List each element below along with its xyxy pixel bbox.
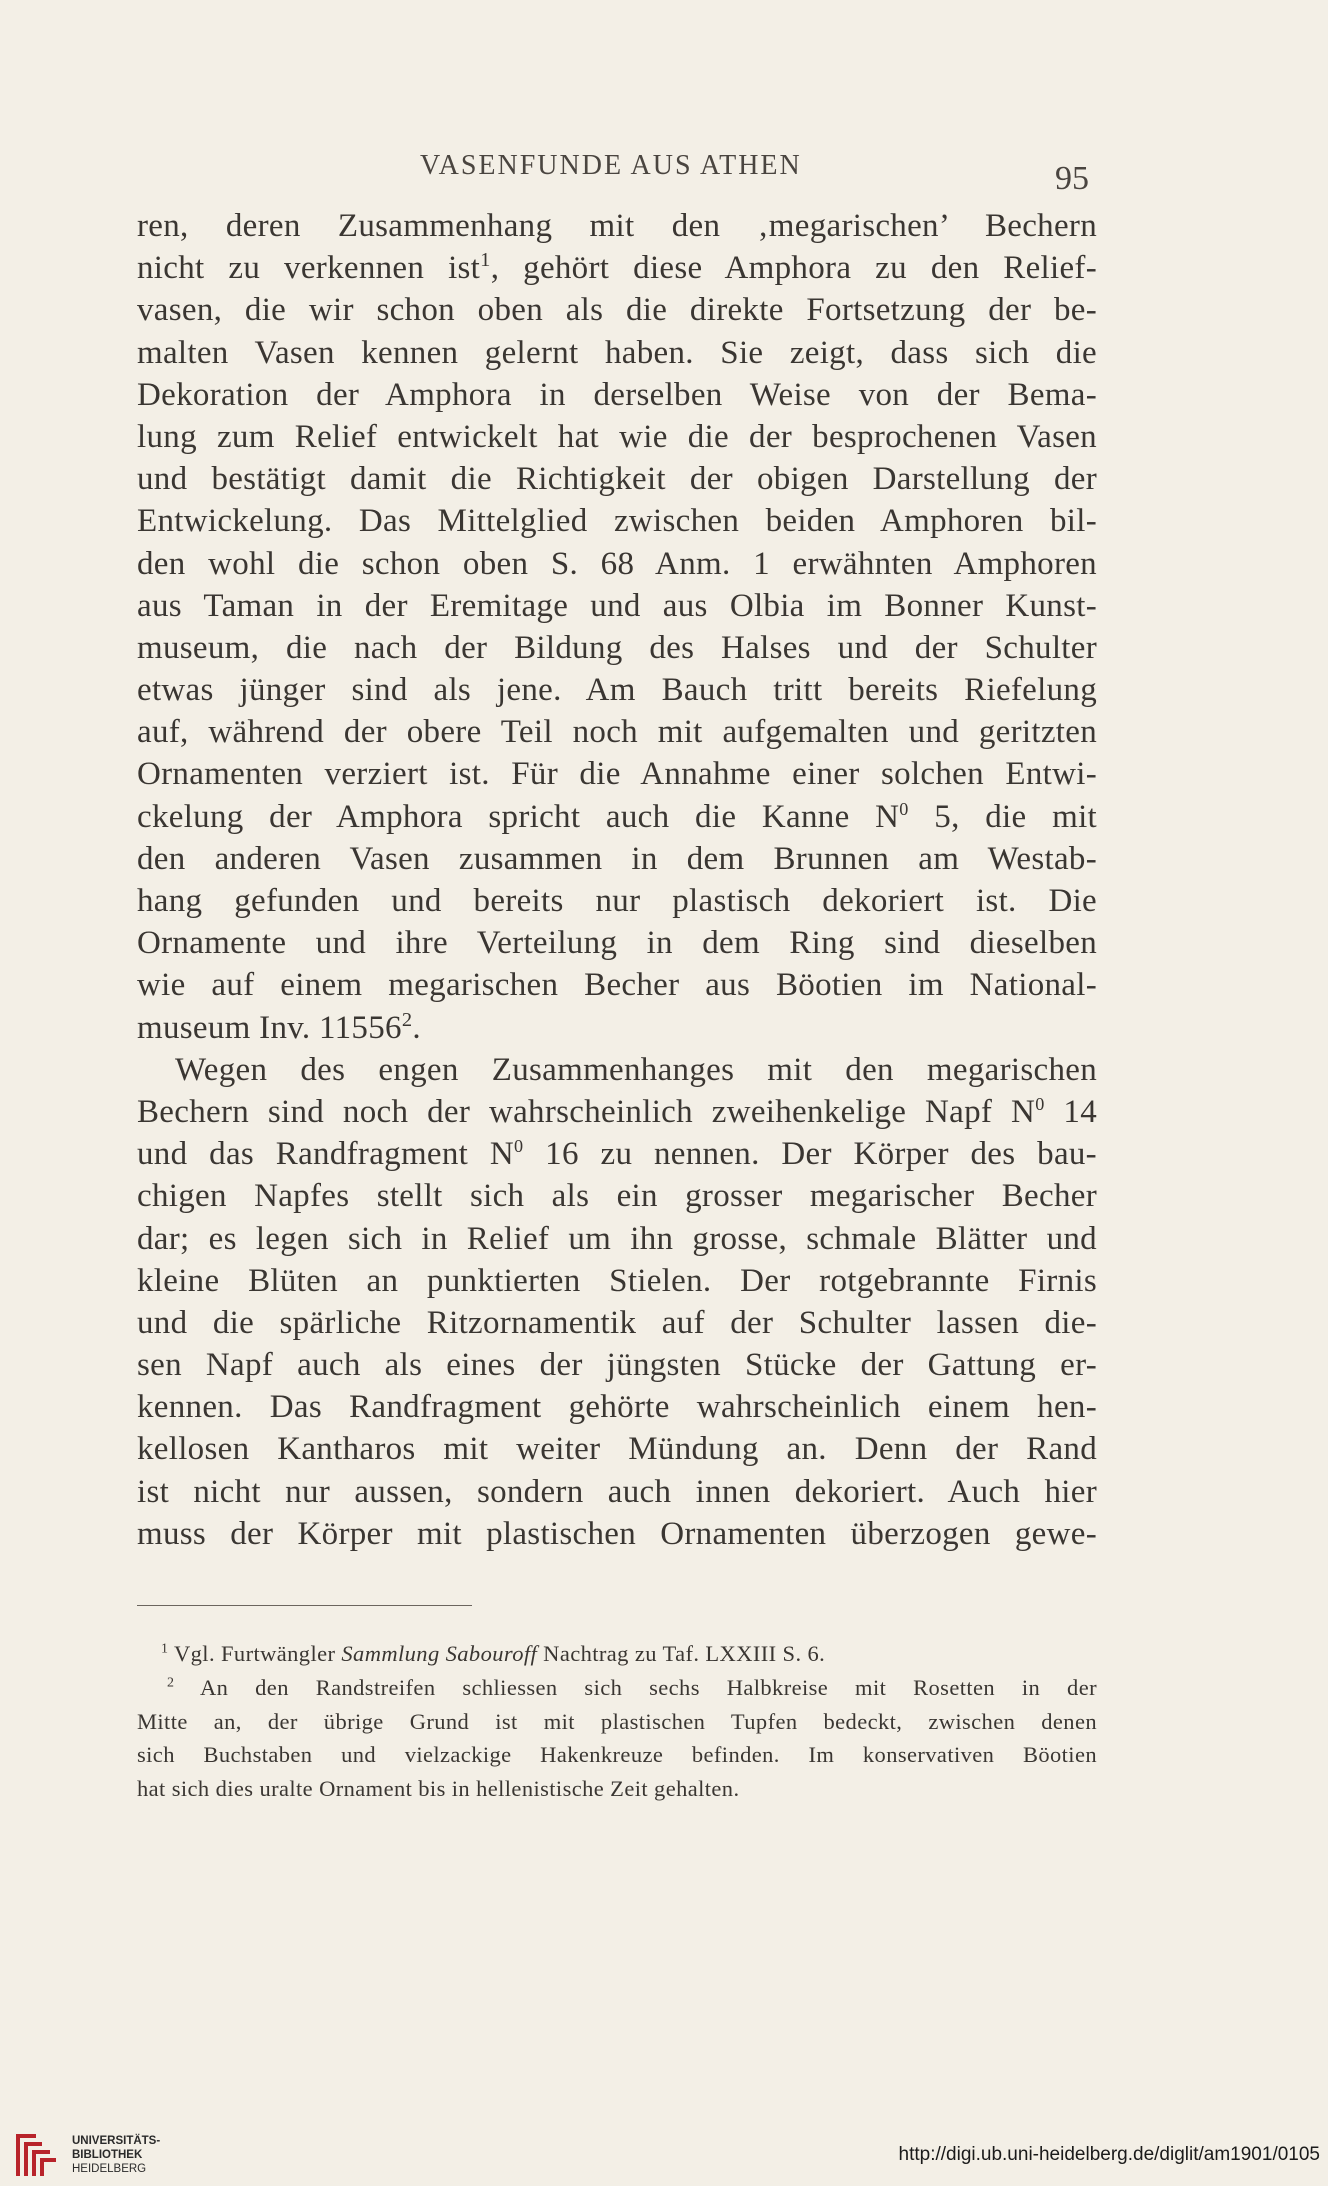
footnote-1: $^1$ Vgl. Furtwängler Sammlung Sabouroff Nachtrag zu Taf. LXXIII S. 6. [161, 1641, 826, 1666]
library-name: UNIVERSITÄTS- BIBLIOTHEK HEIDELBERG [72, 2135, 161, 2175]
text-line: ist nicht nur aussen, sondern auch innen dekoriert. Auch hier [137, 1473, 1097, 1510]
text-line: etwas jünger sind als jene. Am Bauch tritt bereits Riefelung [137, 672, 1097, 709]
text-line: sen Napf auch als eines der jüngsten Stücke der Gattung er- [137, 1347, 1097, 1384]
text-line: museum, die nach der Bildung des Halses und der Schulter [137, 629, 1097, 666]
text-line: Dekoration der Amphora in derselben Weise von der Bema- [137, 376, 1097, 413]
text-line: chigen Napfes stellt sich als ein grosser megarischer Becher [137, 1178, 1097, 1215]
library-logo-icon [12, 2130, 64, 2180]
footnote-ref: 1 [480, 249, 491, 272]
text-line: aus Taman in der Eremitage und aus Olbia im Bonner Kunst- [137, 587, 1097, 624]
footnote-ref: 2 [401, 1008, 413, 1031]
text-line: und das Randfragment $N^0$ 16 zu nennen. Der Körper des bau- [137, 1136, 1097, 1173]
text-line: Bechern sind noch der wahrscheinlich zweihenkelige Napf $N^0$ 14 [137, 1093, 1097, 1130]
running-head: VASENFUNDE AUS ATHEN [420, 150, 802, 181]
text-line: malten Vasen kennen gelernt haben. Sie zeigt, dass sich die [137, 334, 1097, 371]
footnote-line: Mitte an, der übrige Grund ist mit plastischen Tupfen bedeckt, zwischen denen [137, 1708, 1097, 1734]
footnote-rule [137, 1605, 472, 1606]
text-line: ren, deren Zusammenhang mit den ‚megarischen’ Bechern [137, 208, 1097, 244]
text-line: vasen, die wir schon oben als die direkte Fortsetzung der be- [137, 292, 1097, 329]
source-url[interactable]: http://digi.ub.uni-heidelberg.de/diglit/am1901/0105 [898, 2144, 1320, 2165]
text-line: kennen. Das Randfragment gehörte wahrscheinlich einem hen- [137, 1389, 1097, 1426]
text-line: auf, während der obere Teil noch mit aufgemalten und geritzten [137, 714, 1097, 751]
footnote-line: hat sich dies uralte Ornament bis in hellenistische Zeit gehalten. [137, 1776, 740, 1802]
text-line: Entwickelung. Das Mittelglied zwischen beiden Amphoren bil- [137, 503, 1097, 540]
footnotes [137, 1637, 1097, 1806]
text-line: museum Inv. 11556$^2$. [137, 1008, 421, 1046]
text-line: den wohl die schon oben S. 68 Anm. 1 erwähnten Amphoren [137, 545, 1097, 582]
text-line: den anderen Vasen zusammen in dem Brunnen am Westab- [137, 840, 1097, 877]
numero-sup: 0 [514, 1136, 524, 1157]
numero-sup: 0 [1035, 1093, 1045, 1114]
text-line: Wegen des engen Zusammenhanges mit den megarischen [175, 1051, 1097, 1088]
text-line: kellosen Kantharos mit weiter Mündung an. Denn der Rand [137, 1431, 1097, 1468]
text-line: muss der Körper mit plastischen Ornamenten überzogen gewe- [137, 1515, 1097, 1552]
page-number: 95 [1055, 160, 1089, 197]
footnote-2: $^2$ An den Randstreifen schliessen sich sechs Halbkreise mit Rosetten in der [167, 1674, 1097, 1700]
text-line: Ornamente und ihre Verteilung in dem Ring sind dieselben [137, 925, 1097, 962]
text-line: und die spärliche Ritzornamentik auf der Schulter lassen die- [137, 1304, 1097, 1341]
text-line: kleine Blüten an punktierten Stielen. Der rotgebrannte Firnis [137, 1262, 1097, 1299]
text-line: ckelung der Amphora spricht auch die Kanne $N^0$ 5, die mit [137, 798, 1098, 835]
text-line: wie auf einem megarischen Becher aus Böotien im National- [137, 967, 1097, 1004]
text-line: dar; es legen sich in Relief um ihn grosse, schmale Blätter und [137, 1220, 1097, 1257]
text-line: lung zum Relief entwickelt hat wie die der besprochenen Vasen [137, 418, 1097, 455]
text-line: Ornamenten verziert ist. Für die Annahme einer solchen Entwi- [137, 756, 1097, 793]
text-line: nicht zu verkennen ist$^1$, gehört diese Amphora zu den Relief- [137, 249, 1097, 287]
footnote-line: sich Buchstaben und vielzackige Hakenkreuze befinden. Im konservativen Böotien [137, 1742, 1097, 1768]
library-logo [12, 2130, 162, 2178]
body-text [137, 205, 1097, 1555]
text-line: hang gefunden und bereits nur plastisch dekoriert ist. Die [137, 883, 1097, 919]
text-line: und bestätigt damit die Richtigkeit der obigen Darstellung der [137, 461, 1097, 498]
numero-sup: 0 [899, 798, 909, 819]
